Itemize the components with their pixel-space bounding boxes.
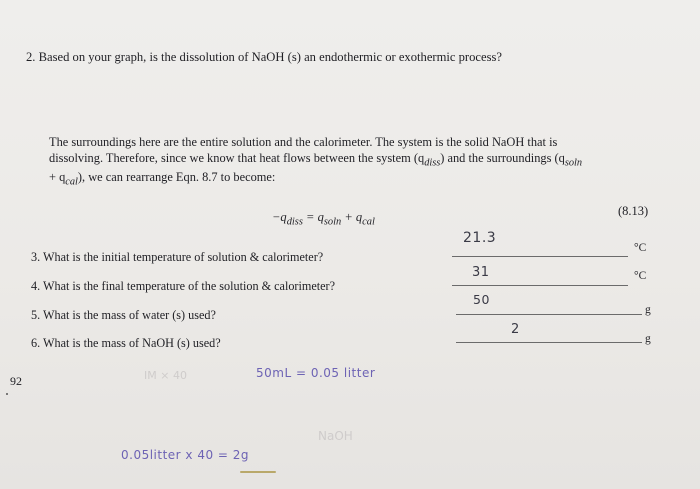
handwritten-answer-5: 50 xyxy=(473,292,490,307)
bleed-through-text-right: NaOH xyxy=(318,429,353,443)
paragraph-line-2: dissolving. Therefore, since we know that heat flows between the system $(q_{diss})$ and the surroundings ($q_{soln}$ xyxy=(49,150,583,168)
explanation-paragraph xyxy=(49,135,669,190)
unit-q3: °C xyxy=(634,242,647,254)
handwritten-answer-4: 31 xyxy=(472,265,490,280)
equation-number: (8.13) xyxy=(618,204,649,218)
handwritten-calc-note: 0.05litter x 40 = 2g xyxy=(121,448,250,462)
page-number: 92 xyxy=(10,374,22,388)
calc-underline xyxy=(240,471,276,473)
handwritten-answer-6: 2 xyxy=(511,322,520,337)
answer-line-6[interactable] xyxy=(456,342,642,343)
question-5: 5. What is the mass of water (s) used? xyxy=(31,308,216,322)
paragraph-line-1: The surroundings here are the entire solution and the calorimeter. The system is the solid NaOH that is xyxy=(49,135,558,149)
question-2: 2. Based on your graph, is the dissolution of NaOH (s) an endothermic or exothermic process? xyxy=(26,50,502,64)
equation: $-q_{diss} = q_{soln} + q_{cal}$ xyxy=(272,210,375,228)
question-6: 6. What is the mass of NaOH (s) used? xyxy=(31,336,221,350)
unit-q4: °C xyxy=(634,270,647,282)
paragraph-line-3: + $q_{cal}$), we can rearrange Eqn. 8.7 to become: xyxy=(49,170,276,188)
handwritten-volume-note: 50mL = 0.05 litter xyxy=(256,366,376,380)
question-4: 4. What is the final temperature of the solution & calorimeter? xyxy=(31,279,336,293)
unit-q6: g xyxy=(645,333,651,345)
answer-line-4[interactable] xyxy=(452,285,628,286)
question-3: 3. What is the initial temperature of solution & calorimeter? xyxy=(31,250,324,264)
answer-line-3[interactable] xyxy=(452,256,628,257)
bleed-through-text-left: IM × 40 xyxy=(144,369,187,382)
margin-mark xyxy=(6,393,8,395)
handwritten-answer-3: 21.3 xyxy=(463,230,497,246)
answer-line-5[interactable] xyxy=(456,314,642,315)
unit-q5: g xyxy=(645,304,651,316)
